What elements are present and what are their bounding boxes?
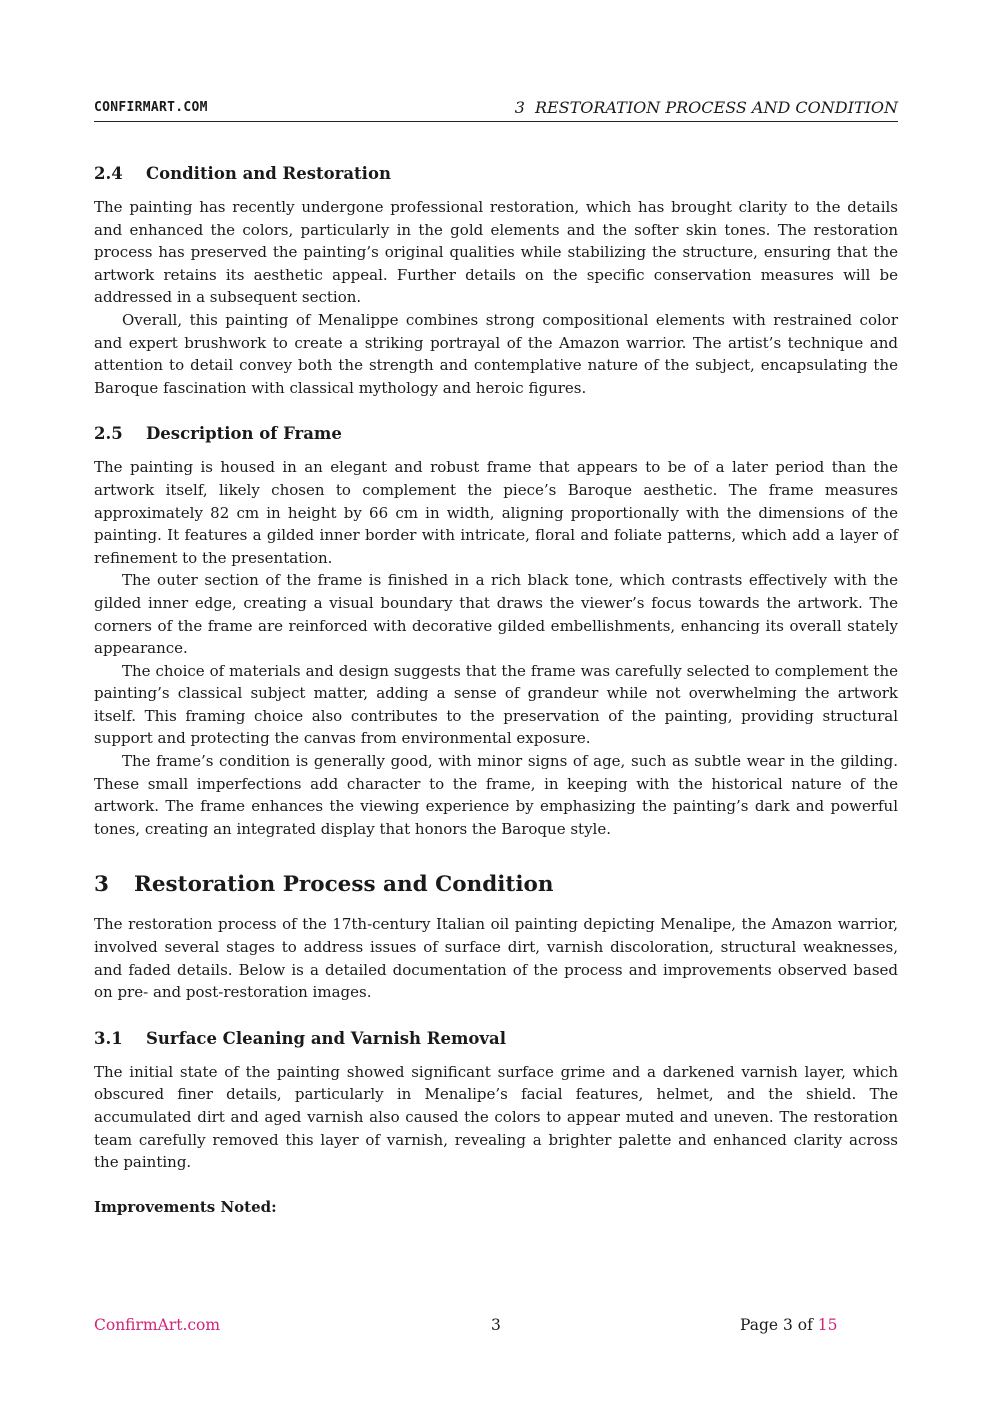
section-number: 3 [94, 872, 109, 898]
footer-page-total-link[interactable]: 15 [817, 1316, 838, 1334]
paragraph: The initial state of the painting showed significant surface grime and a darkened varnish layer, which obscured finer details, particularly in Menalipe’s facial features, helmet, and the shield. The accumulated dirt and aged varnish also caused the colors to appear muted and uneven. The restoration team carefully removed this layer of varnish, revealing a brighter palette and enhanced clarity across the painting. [94, 1062, 898, 1172]
improvements-label: Improvements Noted: [94, 1197, 277, 1216]
paragraph: The painting has recently undergone professional restoration, which has brought clarity to the details and enhanced the colors, particularly in the gold elements and the softer skin tones. The restoration process has preserved the painting’s original qualities while stabilizing the structure, ensuring that the artwork retains its aesthetic appeal. Further details on the specific conservation measures will be addressed in a subsequent section. [94, 198, 898, 307]
section-number: 2.5 [94, 424, 123, 444]
paragraph: The frame’s condition is generally good, with minor signs of age, such as subtle wear in the gilding. These small imperfections add character to the frame, in keeping with the historical nature of the artwork. The frame enhances the viewing experience by emphasizing the painting’s dark and powerful tones, creating an integrated display that honors the Baroque style. [94, 752, 898, 838]
footer-site-link[interactable]: ConfirmArt.com [94, 1316, 221, 1334]
running-chapter-title [515, 98, 898, 117]
paragraph: The outer section of the frame is finished in a rich black tone, which contrasts effectively with the gilded inner edge, creating a visual boundary that draws the viewer’s focus towards the artwork. The corners of the frame are reinforced with decorative gilded embellishments, enhancing its overall stately appearance. [94, 571, 898, 658]
running-header [94, 97, 898, 122]
section-title: Condition and Restoration [146, 164, 391, 183]
footer-page-number: 3 [491, 1316, 501, 1334]
section-title: Restoration Process and Condition [134, 872, 554, 898]
running-chapter-number: 3 [514, 98, 525, 117]
paragraph: The choice of materials and design suggests that the frame was carefully selected to complement the painting’s classical subject matter, adding a sense of grandeur while not overwhelming the artwork itself. This framing choice also contributes to the preservation of the painting, providing structural support and protecting the canvas from environmental exposure. [94, 661, 898, 748]
section-title: Description of Frame [146, 424, 342, 444]
section-heading-2-4 [94, 163, 898, 185]
footer-page-prefix: Page 3 of [740, 1316, 813, 1334]
section-number: 3.1 [94, 1028, 123, 1048]
footer-page-count [740, 1316, 838, 1334]
section-heading-2-5 [94, 423, 898, 445]
paragraph: The painting is housed in an elegant and robust frame that appears to be of a later period than the artwork itself, likely chosen to complement the piece’s Baroque aesthetic. The frame measures approximately 82 cm in height by 66 cm in width, aligning proportionally with the dimensions of the painting. It features a gilded inner border with intricate, floral and foliate patterns, which add a layer of refinement to the presentation. [94, 458, 898, 567]
confirmart-logo: CONFIRMART.COM [94, 100, 208, 115]
section-heading-3-1 [94, 1028, 898, 1050]
page-body [94, 163, 898, 1216]
paragraph: Overall, this painting of Menalippe combines strong compositional elements with restrained color and expert brushwork to create a striking portrayal of the Amazon warrior. The artist’s technique and attention to detail convey both the strength and contemplative nature of the subject, encapsulating the Baroque fascination with classical mythology and heroic figures. [94, 310, 898, 397]
paragraph: The restoration process of the 17th-century Italian oil painting depicting Menalipe, the Amazon warrior, involved several stages to address issues of surface dirt, varnish discoloration, structural weaknesses, and faded details. Below is a detailed documentation of the process and improvements observed based on pre- and post-restoration images. [94, 915, 898, 1002]
section-title: Surface Cleaning and Varnish Removal [146, 1028, 506, 1048]
running-chapter-text: RESTORATION PROCESS AND CONDITION [534, 98, 898, 117]
section-number: 2.4 [94, 164, 123, 183]
section-heading-3 [94, 870, 898, 900]
